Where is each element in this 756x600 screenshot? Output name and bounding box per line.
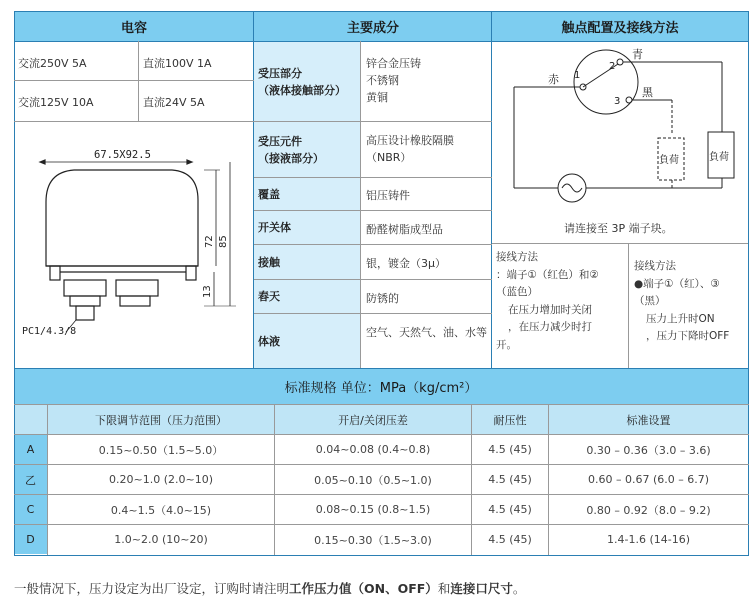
grid-line bbox=[14, 524, 749, 525]
grid-line bbox=[254, 313, 492, 314]
spec-cell: 4.5 (45) bbox=[488, 443, 532, 456]
material-label-pressure-part: 受压部分 （液体接触部分） bbox=[254, 42, 360, 121]
grid-line bbox=[254, 210, 492, 211]
grid-line bbox=[14, 464, 749, 465]
dim-h72: 72 bbox=[204, 235, 215, 248]
grid-line bbox=[254, 244, 492, 245]
spec-title: 标准规格 单位：MPa（kg/cm²） bbox=[14, 369, 748, 404]
grid-line bbox=[274, 404, 275, 555]
material-value: 高压设计橡胶隔膜 （NBR） bbox=[366, 134, 454, 164]
terminal-2: 2 bbox=[609, 61, 616, 72]
capacity-cell: 交流125V 10A bbox=[18, 96, 94, 109]
wire-red-label: 赤 bbox=[548, 73, 559, 86]
grid-line bbox=[492, 243, 748, 244]
grid-line bbox=[254, 121, 492, 122]
spec-header: 标准设置 bbox=[549, 405, 748, 434]
terminal-1: 1 bbox=[574, 70, 581, 81]
load-label: 負荷 bbox=[709, 152, 729, 163]
footnote: 一般情况下，压力设定为出厂设定，订购时请注明工作压力值（ON、OFF）和连接口尺寸。 bbox=[14, 581, 526, 596]
grid-line bbox=[14, 434, 749, 435]
terminal-3: 3 bbox=[614, 96, 621, 107]
grid-line bbox=[254, 177, 492, 178]
capacity-cell: 直流100V 1A bbox=[143, 57, 212, 70]
dim-h85: 85 bbox=[218, 235, 229, 248]
material-value: 空气、天然气、油、水等 bbox=[366, 326, 487, 339]
spec-cell: 0.08~0.15 (0.8~1.5) bbox=[315, 503, 431, 516]
material-value: 银，镀金（3μ） bbox=[366, 257, 446, 270]
spec-row-label: C bbox=[14, 495, 47, 524]
frame-line bbox=[14, 11, 15, 556]
dim-port: PC1/4.3/8 bbox=[22, 326, 77, 337]
dim-width: 67.5X92.5 bbox=[94, 149, 151, 161]
spec-cell: 0.05~0.10（0.5~1.0) bbox=[314, 473, 432, 487]
spec-header: 耐压性 bbox=[472, 405, 548, 434]
frame-line bbox=[253, 11, 254, 369]
spec-header: 开启/关闭压差 bbox=[275, 405, 471, 434]
wiring-note: 请连接至 3P 端子块。 bbox=[564, 222, 673, 235]
grid-line bbox=[360, 41, 361, 368]
capacity-cell: 交流250V 5A bbox=[18, 57, 87, 70]
frame-line bbox=[748, 11, 749, 556]
method-left: 接线方法 ：端子①（红色）和② （蓝色） 在压力增加时关闭 ，在压力减少时打 开。 bbox=[496, 251, 599, 351]
material-value: 铝压铸件 bbox=[366, 189, 410, 202]
spec-cell: 1.0~2.0 (10~20) bbox=[114, 533, 208, 546]
load-label: 負荷 bbox=[659, 155, 679, 166]
material-value: 酚醛树脂成型品 bbox=[366, 223, 443, 236]
material-label-switch-body: 开关体 bbox=[254, 211, 360, 244]
frame-line bbox=[14, 555, 749, 556]
wire-black-label: 黑 bbox=[642, 86, 653, 99]
spec-cell: 0.4~1.5（4.0~15) bbox=[110, 503, 212, 517]
material-label-spring: 舂天 bbox=[254, 280, 360, 313]
material-label-fluid: 体液 bbox=[254, 314, 360, 368]
spec-cell: 0.30 – 0.36（3.0 – 3.6) bbox=[586, 443, 711, 457]
frame-line bbox=[14, 368, 749, 369]
frame-line bbox=[14, 41, 749, 42]
spec-cell: 4.5 (45) bbox=[488, 533, 532, 546]
spec-cell: 4.5 (45) bbox=[488, 473, 532, 486]
material-value: 锌合金压铸 不锈钢 黄铜 bbox=[366, 57, 421, 104]
spec-cell: 0.20~1.0 (2.0~10) bbox=[109, 473, 213, 486]
spec-cell: 0.80 – 0.92（8.0 – 9.2) bbox=[586, 503, 711, 517]
grid-line bbox=[14, 494, 749, 495]
frame-line bbox=[491, 11, 492, 369]
spec-cell: 0.60 – 0.67 (6.0 – 6.7) bbox=[587, 473, 710, 486]
grid-line bbox=[548, 404, 549, 555]
spec-cell: 0.04~0.08 (0.4~0.8) bbox=[315, 443, 431, 456]
material-value: 防锈的 bbox=[366, 292, 399, 305]
grid-line bbox=[14, 121, 254, 122]
spec-cell: 0.15~0.50（1.5~5.0） bbox=[98, 443, 224, 457]
capacity-cell: 直流24V 5A bbox=[143, 96, 205, 109]
grid-line bbox=[47, 404, 48, 555]
material-label-pressure-element: 受压元件 （接液部分） bbox=[254, 122, 360, 177]
grid-line bbox=[628, 243, 629, 368]
spec-row-label: A bbox=[14, 435, 47, 464]
spec-cell: 0.15~0.30（1.5~3.0) bbox=[314, 533, 432, 547]
wire-blue-label: 青 bbox=[632, 48, 643, 61]
material-label-cover: 覆盖 bbox=[254, 178, 360, 210]
dimension-drawing bbox=[14, 122, 254, 368]
grid-line bbox=[254, 279, 492, 280]
spec-row-label: 乙 bbox=[14, 465, 47, 494]
grid-line bbox=[138, 41, 139, 121]
grid-line bbox=[14, 80, 254, 81]
spec-cell: 1.4-1.6 (14-16) bbox=[607, 533, 690, 546]
frame-line bbox=[14, 11, 749, 12]
spec-cell: 4.5 (45) bbox=[488, 503, 532, 516]
method-right: 接线方法 ●端子①（红）、③ （黑） 压力上升时ON ，压力下降时OFF bbox=[634, 260, 730, 342]
capacity-header: 电容 bbox=[14, 12, 254, 41]
grid-line bbox=[471, 404, 472, 555]
dim-h13: 13 bbox=[202, 285, 213, 298]
spec-header: 下限调节范围（压力范围） bbox=[48, 405, 274, 434]
materials-header: 主要成分 bbox=[254, 12, 492, 41]
contacts-header: 触点配置及接线方法 bbox=[492, 12, 748, 41]
material-label-contact: 接触 bbox=[254, 245, 360, 279]
spec-row-label: D bbox=[14, 525, 47, 554]
spec-header-corner bbox=[14, 405, 47, 434]
grid-line bbox=[14, 404, 749, 405]
wiring-diagram bbox=[492, 42, 756, 244]
